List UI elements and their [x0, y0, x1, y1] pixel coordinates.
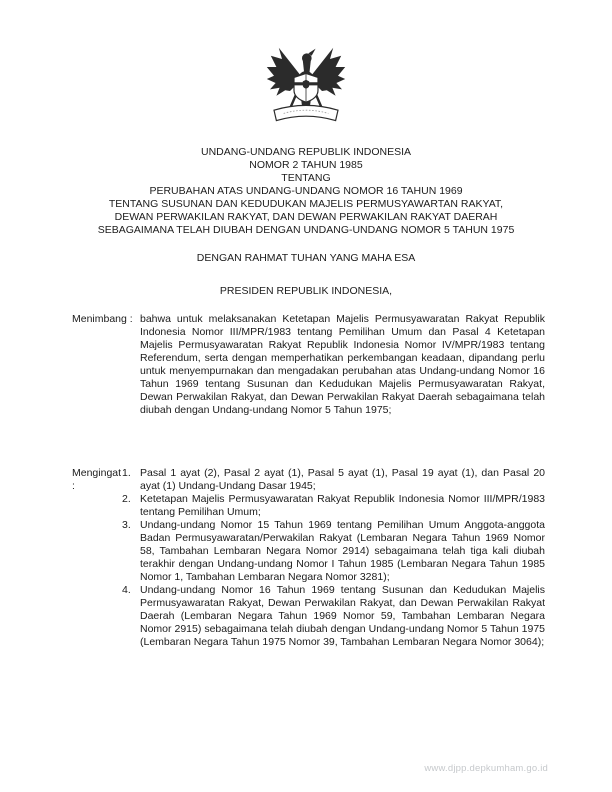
invocation-line: DENGAN RAHMAT TUHAN YANG MAHA ESA: [196, 252, 416, 264]
item-text: Pasal 1 ayat (2), Pasal 2 ayat (1), Pasal 5 ayat (1), Pasal 19 ayat (1), dan Pasal 20 ayat (1) Undang-Undang Dasar 1945;: [140, 467, 545, 492]
mengingat-list: [122, 467, 545, 649]
title-line: DEWAN PERWAKILAN RAKYAT, DAN DEWAN PERWAKILAN RAKYAT DAERAH: [114, 211, 498, 223]
title-line: TENTANG SUSUNAN DAN KEDUDUKAN MAJELIS PERMUSYAWARTAN RAKYAT,: [108, 198, 504, 210]
mengingat-item: [122, 584, 545, 649]
menimbang-label: Menimbang :: [72, 313, 133, 325]
title-line: UNDANG-UNDANG REPUBLIK INDONESIA: [200, 146, 412, 158]
garuda-emblem-graphic: [266, 36, 346, 130]
item-text: Undang-undang Nomor 16 Tahun 1969 tentang Susunan dan Kedudukan Majelis Permusyawaratan Rakyat, Dewan Perwakilan Rakyat, dan Dewan Perwakilan Rakyat Daerah (Lembaran Negara Tahun 1969 Nomor 59, Tambahan Lembaran Negara Nomor 2915) sebagaimana telah diubah dengan Undang-undang Nomor 5 Tahun 1975 (Lembaran Negara Tahun 1975 Nomor 39, Tambahan Lembaran Negara Nomor 3064);: [140, 584, 545, 648]
watermark-url: www.djpp.depkumham.go.id: [424, 763, 548, 774]
item-number: 4.: [122, 584, 131, 596]
document-title: [36, 146, 576, 237]
title-line: PERUBAHAN ATAS UNDANG-UNDANG NOMOR 16 TAHUN 1969: [149, 185, 463, 197]
title-line: SEBAGAIMANA TELAH DIUBAH DENGAN UNDANG-UNDANG NOMOR 5 TAHUN 1975: [97, 224, 515, 236]
mengingat-section: [72, 467, 545, 649]
item-number: 3.: [122, 519, 131, 531]
garuda-pancasila-emblem: [0, 36, 612, 130]
menimbang-section: [72, 313, 545, 417]
mengingat-item: [122, 493, 545, 519]
item-text: Ketetapan Majelis Permusyawaratan Rakyat Republik Indonesia Nomor III/MPR/1983 tentang Pemilihan Umum;: [140, 493, 545, 518]
authority-line: PRESIDEN REPUBLIK INDONESIA,: [219, 285, 393, 297]
title-line: NOMOR 2 TAHUN 1985: [249, 159, 363, 171]
title-line: TENTANG: [281, 172, 331, 184]
mengingat-item: [122, 467, 545, 493]
mengingat-item: [122, 519, 545, 584]
mengingat-label: Mengingat :: [72, 467, 122, 492]
item-number: 1.: [122, 467, 131, 479]
menimbang-text: bahwa untuk melaksanakan Ketetapan Majelis Permusyawaratan Rakyat Republik Indonesia Nomor III/MPR/1983 tentang Pemilihan Umum dan Pasal 4 Ketetapan Majelis Permusyawaratan Rakyat Republik Indonesia Nomor IV/MPR/1983 tentang Referendum, serta dengan memperhatikan perkembangan keadaan, dipandang perlu untuk menyempurnakan dan mengadakan perubahan atas Undang-undang Nomor 16 Tahun 1969 tentang Susunan dan Kedudukan Majelis Permusyawaratan Rakyat, Dewan Perwakilan Rakyat, dan Dewan Perwakilan Rakyat Daerah sebagaimana telah diubah dengan Undang-undang Nomor 5 Tahun 1975;: [140, 313, 545, 416]
item-number: 2.: [122, 493, 131, 505]
item-text: Undang-undang Nomor 15 Tahun 1969 tentang Pemilihan Umum Anggota-anggota Badan Permusyawaratan/Perwakilan Rakyat (Lembaran Negara Tahun 1969 Nomor 58, Tambahan Lembaran Negara Nomor 2914) sebagaimana telah tiga kali diubah terakhir dengan Undang-undang Nomor I Tahun 1985 (Lembaran Negara Tahun 1985 Nomor 1, Tambahan Lembaran Negara Nomor 3281);: [140, 519, 545, 583]
